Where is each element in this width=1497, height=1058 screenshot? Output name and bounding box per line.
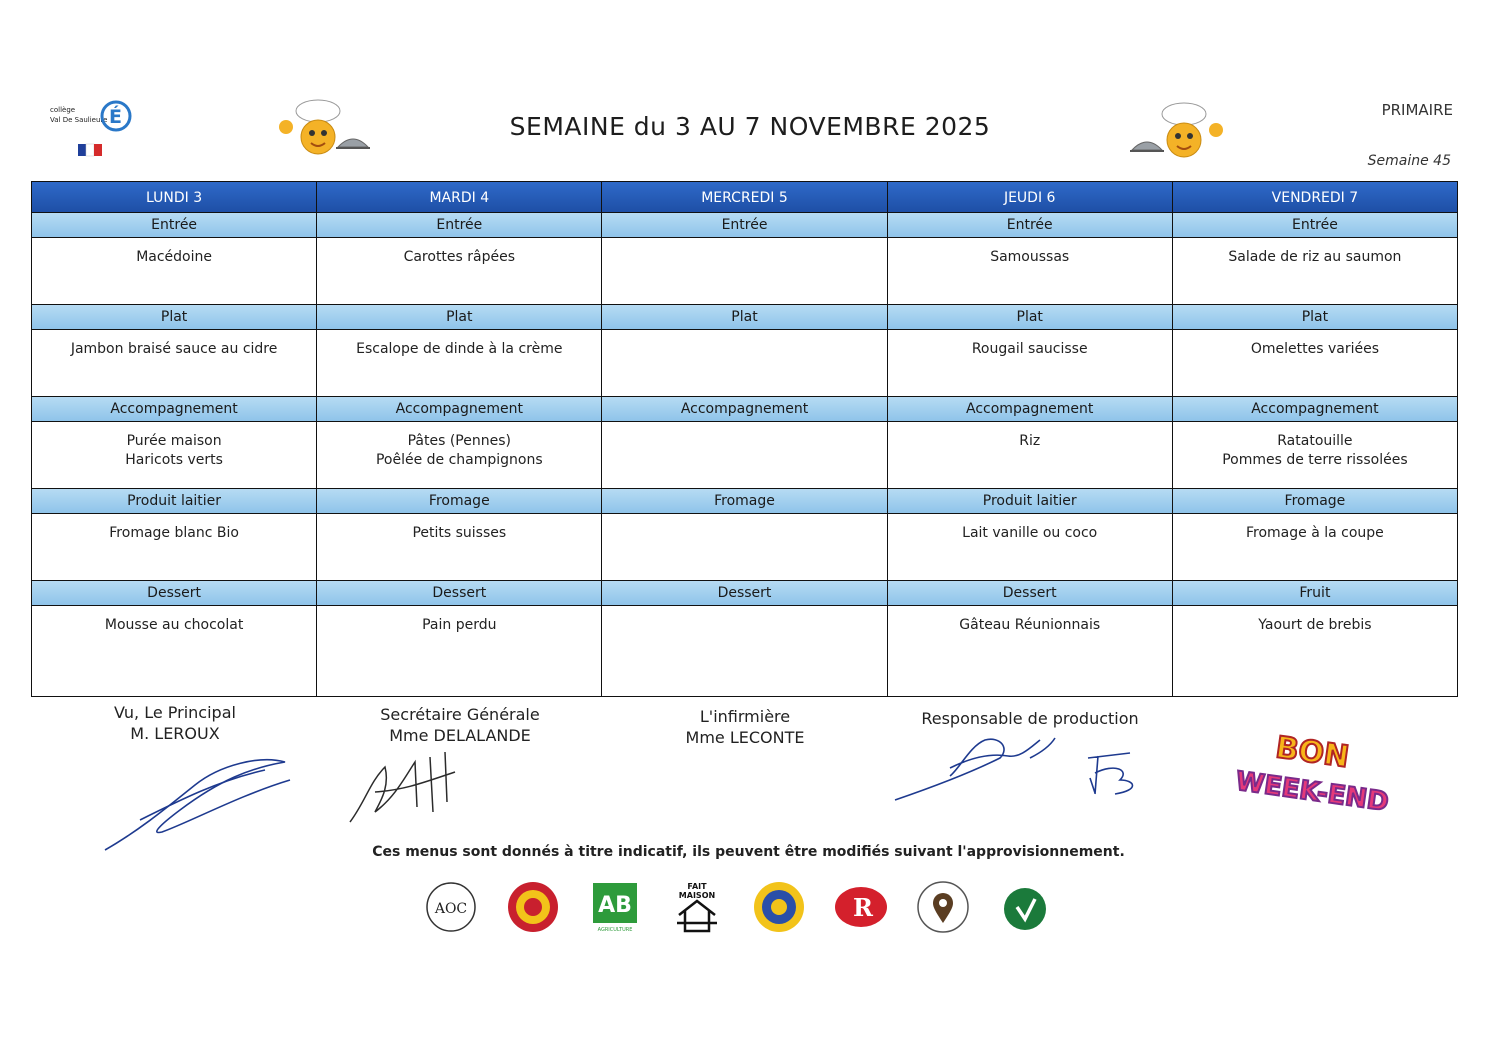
section-header: Accompagnement xyxy=(1173,397,1457,422)
section-header: Entrée xyxy=(1173,213,1457,238)
menu-cell xyxy=(602,422,886,489)
svg-text:AGRICULTURE: AGRICULTURE xyxy=(597,927,633,933)
svg-text:MAISON: MAISON xyxy=(678,891,716,900)
section-header: Accompagnement xyxy=(32,397,316,422)
week-number: Semaine 45 xyxy=(1367,153,1451,169)
section-header: Fromage xyxy=(602,489,886,514)
section-header: Dessert xyxy=(317,581,601,606)
signature-name: Mme LECONTE xyxy=(685,728,805,747)
menu-cell: Fromage à la coupe xyxy=(1173,514,1457,581)
section-header: Fromage xyxy=(1173,489,1457,514)
section-header: Plat xyxy=(602,305,886,330)
day-header: JEUDI 6 xyxy=(888,182,1172,213)
handwritten-signature xyxy=(345,742,465,830)
section-header: Entrée xyxy=(317,213,601,238)
menu-cell: Carottes râpées xyxy=(317,238,601,305)
signature-name: Mme DELALANDE xyxy=(389,726,531,745)
menu-cell: Salade de riz au saumon xyxy=(1173,238,1457,305)
quality-labels xyxy=(423,876,1053,938)
svg-text:É: É xyxy=(109,106,122,128)
menu-cell: Pâtes (Pennes) Poêlée de champignons xyxy=(317,422,601,489)
section-header: Accompagnement xyxy=(602,397,886,422)
signature-production xyxy=(890,708,1170,729)
section-header: Produit laitier xyxy=(32,489,316,514)
handwritten-signature xyxy=(100,750,300,858)
logo-text-1: collège xyxy=(50,106,76,114)
menu-cell: Jambon braisé sauce au cidre xyxy=(32,330,316,397)
section-header: Fruit xyxy=(1173,581,1457,606)
menu-cell: Escalope de dinde à la crème xyxy=(317,330,601,397)
day-column xyxy=(602,182,887,696)
menu-cell: Fromage blanc Bio xyxy=(32,514,316,581)
produit-local-icon xyxy=(915,879,971,935)
section-header: Entrée xyxy=(602,213,886,238)
day-header: MERCREDI 5 xyxy=(602,182,886,213)
section-header: Fromage xyxy=(317,489,601,514)
signature-role: L'infirmière xyxy=(699,707,791,726)
menu-cell xyxy=(602,514,886,581)
signature-secretary xyxy=(355,704,565,746)
signature-role: Secrétaire Générale xyxy=(380,705,540,724)
menu-table xyxy=(31,181,1458,697)
signature-role: Responsable de production xyxy=(921,709,1139,728)
bon-weekend-graphic xyxy=(1226,728,1396,818)
igp-icon xyxy=(751,879,807,935)
section-header: Entrée xyxy=(888,213,1172,238)
menu-cell: Ratatouille Pommes de terre rissolées xyxy=(1173,422,1457,489)
section-header: Dessert xyxy=(32,581,316,606)
section-header: Plat xyxy=(317,305,601,330)
section-header: Produit laitier xyxy=(888,489,1172,514)
vegetarian-icon xyxy=(997,879,1053,935)
agriculture-biologique-icon xyxy=(587,879,643,935)
signature-role: Vu, Le Principal xyxy=(114,703,236,722)
section-header: Entrée xyxy=(32,213,316,238)
menu-cell xyxy=(602,330,886,397)
menu-cell: Rougail saucisse xyxy=(888,330,1172,397)
menu-cell xyxy=(602,606,886,674)
day-column xyxy=(888,182,1173,696)
signature-name: M. LEROUX xyxy=(130,724,220,743)
day-header: VENDREDI 7 xyxy=(1173,182,1457,213)
college-logo xyxy=(48,92,138,164)
menu-cell: Mousse au chocolat xyxy=(104,617,244,633)
svg-text:AB: AB xyxy=(598,893,632,918)
menu-cell: Yaourt de brebis xyxy=(1258,617,1372,633)
chef-mascot-icon xyxy=(1124,98,1234,168)
signature-nurse xyxy=(640,706,850,748)
label-rouge-icon xyxy=(833,879,889,935)
day-column xyxy=(317,182,602,696)
section-header: Dessert xyxy=(888,581,1172,606)
svg-text:R: R xyxy=(853,893,873,922)
page-title: SEMAINE du 3 AU 7 NOVEMBRE 2025 xyxy=(509,112,991,141)
handwritten-signature xyxy=(890,728,1180,806)
menu-cell: Pain perdu xyxy=(422,617,497,633)
svg-text:AOC: AOC xyxy=(434,901,468,917)
day-header: MARDI 4 xyxy=(317,182,601,213)
svg-text:BON: BON xyxy=(1273,730,1352,776)
day-header: LUNDI 3 xyxy=(32,182,316,213)
section-header: Accompagnement xyxy=(888,397,1172,422)
menu-cell: Petits suisses xyxy=(317,514,601,581)
section-header: Dessert xyxy=(602,581,886,606)
menu-cell: Samoussas xyxy=(888,238,1172,305)
school-level: PRIMAIRE xyxy=(1381,101,1453,119)
day-column xyxy=(32,182,317,696)
logo-text-2: Val De Saulieure xyxy=(50,116,108,124)
signature-principal xyxy=(70,702,280,744)
menu-cell: Purée maison Haricots verts xyxy=(32,422,316,489)
aoc-icon xyxy=(423,879,479,935)
section-header: Accompagnement xyxy=(317,397,601,422)
section-header: Plat xyxy=(32,305,316,330)
menu-cell: Macédoine xyxy=(32,238,316,305)
menu-cell xyxy=(602,238,886,305)
svg-text:FAIT: FAIT xyxy=(687,882,707,891)
day-column xyxy=(1173,182,1457,696)
section-header: Plat xyxy=(1173,305,1457,330)
menu-cell: Gâteau Réunionnais xyxy=(959,617,1101,633)
menu-cell: Riz xyxy=(888,422,1172,489)
menu-cell: Lait vanille ou coco xyxy=(888,514,1172,581)
section-header: Plat xyxy=(888,305,1172,330)
fait-maison-icon xyxy=(669,879,725,935)
notice-text: Ces menus sont donnés à titre indicatif, ils peuvent être modifiés suivant l'approvisionnement. xyxy=(372,844,1125,860)
aop-icon xyxy=(505,879,561,935)
chef-mascot-icon xyxy=(268,95,378,165)
svg-text:WEEK-END: WEEK-END xyxy=(1233,766,1391,818)
menu-cell: Omelettes variées xyxy=(1173,330,1457,397)
